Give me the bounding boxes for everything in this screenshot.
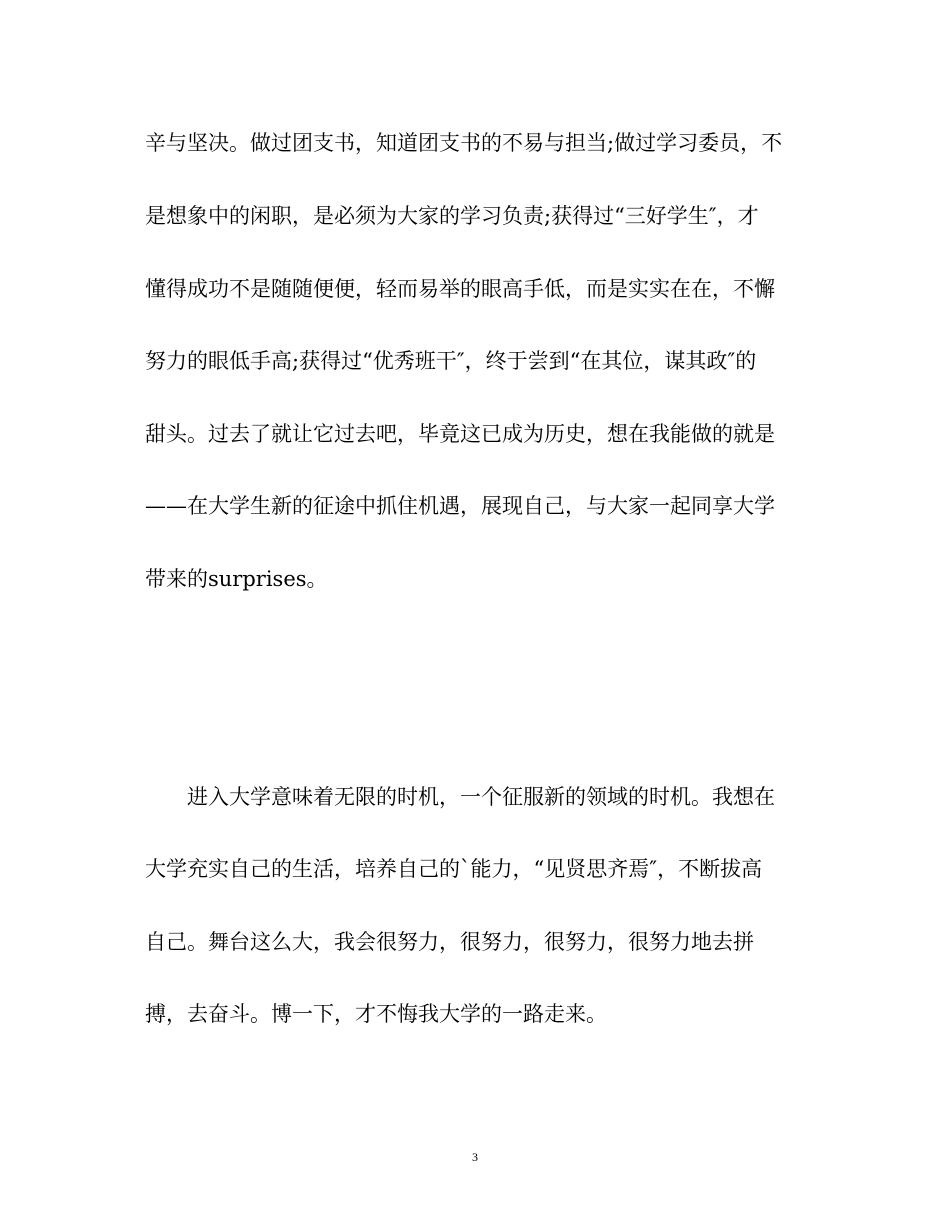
paragraph-1-line-7: 带来的surprises。: [145, 567, 328, 591]
paragraph-2-line-2: 大学充实自己的生活，培养自己的`能力，“见贤思齐焉″，不断拔高: [145, 857, 763, 881]
page-number: 3: [472, 1150, 478, 1164]
paragraph-1-line-5: 甜头。过去了就让它过去吧，毕竟这已成为历史，想在我能做的就是: [145, 422, 775, 446]
paragraph-2-line-4: 搏，去奋斗。博一下，才不悔我大学的一路走来。: [145, 1002, 607, 1026]
paragraph-1-line-3: 懂得成功不是随随便便，轻而易举的眼高手低，而是实实在在，不懈: [145, 277, 775, 301]
paragraph-1-line-6: ——在大学生新的征途中抓住机遇，展现自己，与大家一起同享大学: [145, 494, 775, 518]
paragraph-1-line-4: 努力的眼低手高;获得过“优秀班干″，终于尝到“在其位，谋其政″的: [145, 349, 757, 373]
paragraph-1-line-1: 辛与坚决。做过团支书，知道团支书的不易与担当;做过学习委员，不: [145, 131, 783, 155]
paragraph-2-line-3: 自己。舞台这么大，我会很努力，很努力，很努力，很努力地去拼: [145, 930, 754, 954]
paragraph-2-line-1: 进入大学意味着无限的时机，一个征服新的领域的时机。我想在: [187, 785, 775, 809]
paragraph-1-line-2: 是想象中的闲职，是必须为大家的学习负责;获得过“三好学生″，才: [145, 204, 759, 228]
